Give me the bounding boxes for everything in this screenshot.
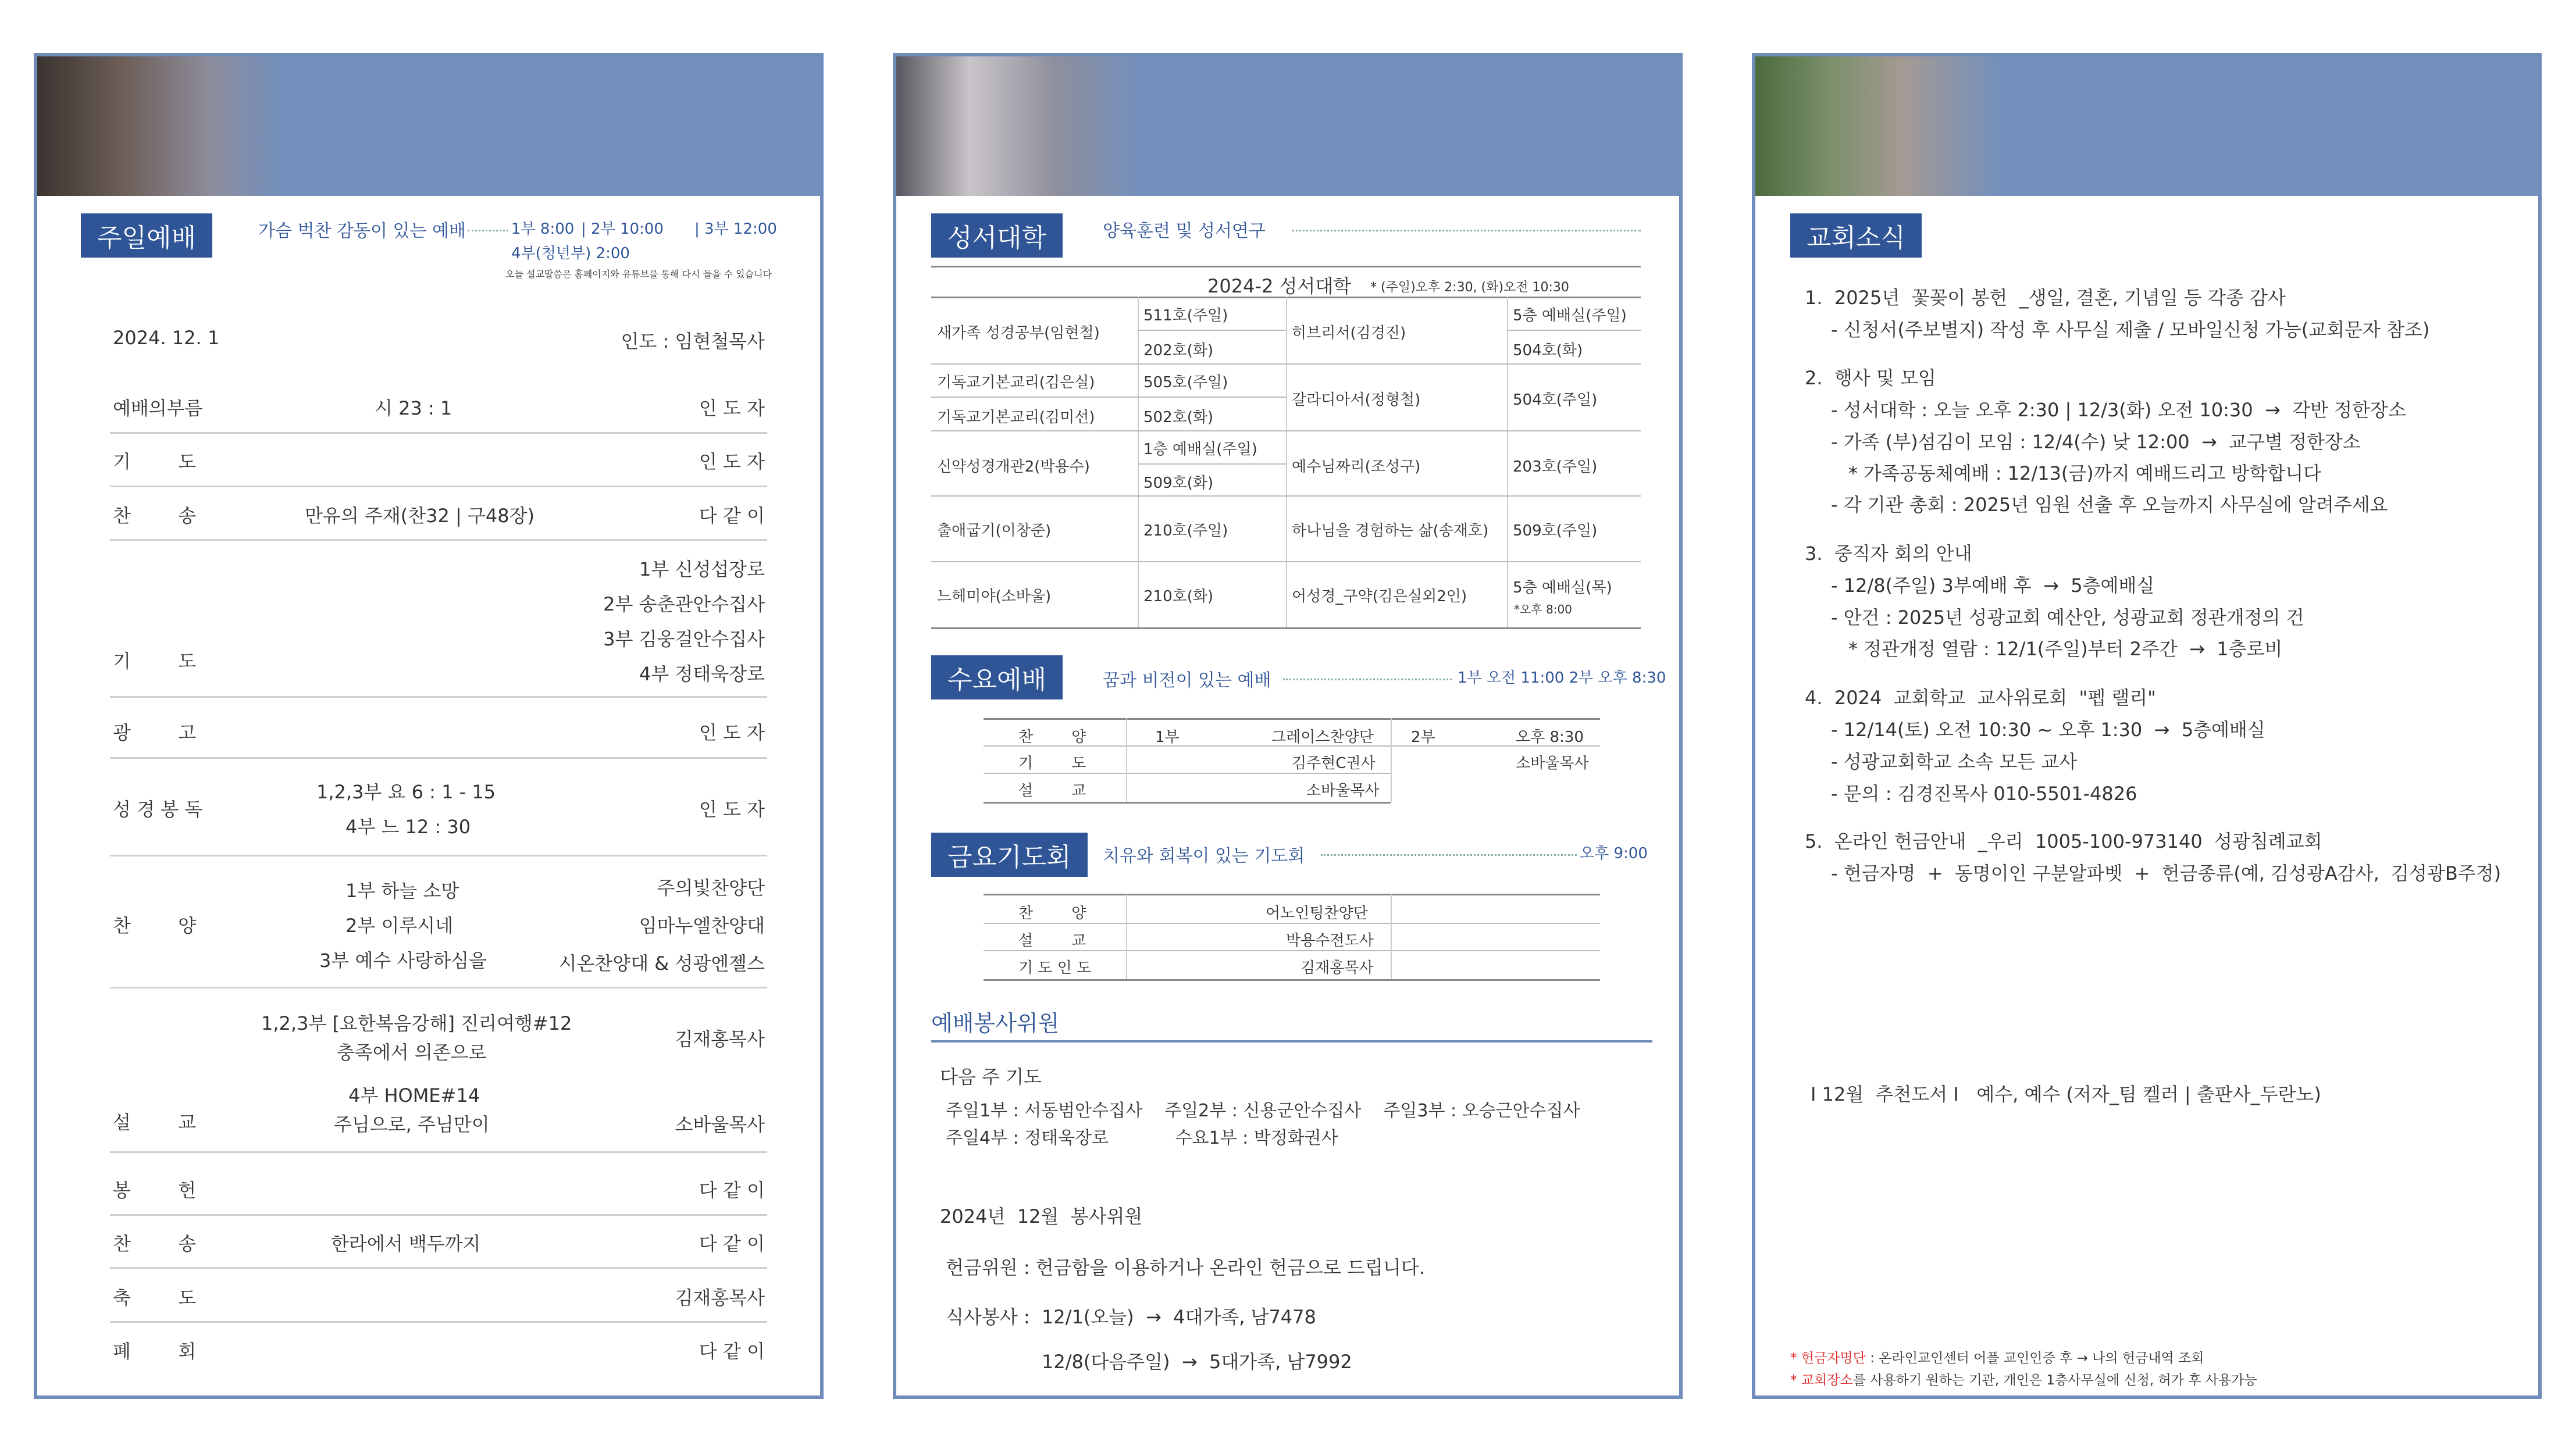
course-room: 1층 예배실(주일) [1143, 441, 1257, 458]
news-detail: - 헌금자명 + 동명이인 구분알파벳 + 헌금종류(예, 김성광A감사, 김성광B주정) [1831, 862, 2502, 884]
offering-committee: 헌금위원 : 헌금함을 이용하거나 온라인 헌금으로 드립니다. [946, 1257, 1425, 1279]
wed-evening-preacher: 소바울목사 [1516, 755, 1589, 772]
december-committee-title: 2024년 12월 봉사위원 [940, 1205, 1143, 1227]
prayer-person-1: 1부 신성섭장로 [639, 558, 765, 580]
course-room: 502호(화) [1143, 409, 1214, 426]
row-divider [110, 1214, 767, 1216]
course-name: 예수님짜리(조성구) [1292, 458, 1421, 476]
panel-church-news [1752, 53, 2542, 1399]
next-prayer-label: 다음 주 기도 [940, 1066, 1042, 1088]
course-table-note: * (주일)오후 2:30, (화)오전 10:30 [1370, 280, 1569, 295]
order-person: 다 같 이 [699, 505, 765, 527]
wednesday-subtitle: 꿈과 비전이 있는 예배 [1103, 670, 1271, 691]
fri-value: 김재홍목사 [1301, 959, 1374, 977]
footnote-venue-label: * 교회장소 [1790, 1373, 1853, 1388]
order-label: 성 경 봉 독 [113, 798, 203, 820]
dotted-leader [1283, 679, 1452, 680]
cell-divider [1138, 330, 1286, 331]
time-3: | 3부 12:00 [694, 220, 777, 238]
news-heading: 5. 온라인 헌금안내 _우리 1005-100-973140 성광침례교회 [1805, 830, 2322, 852]
footnote-offering-text: : 온라인교인센터 어플 교인인증 후 → 나의 헌금내역 조회 [1865, 1351, 2204, 1366]
course-name: 출애굽기(이창준) [937, 522, 1052, 540]
footnote-offering-label: * 헌금자명단 [1790, 1351, 1866, 1366]
course-room-note: *오후 8:00 [1514, 602, 1572, 616]
course-room: 505호(주일) [1143, 374, 1228, 391]
news-detail: - 성광교회학교 소속 모든 교사 [1831, 751, 2078, 773]
course-room: 210호(주일) [1143, 522, 1228, 540]
table-bottom-border [984, 802, 1391, 804]
news-detail: - 12/14(토) 오전 10:30 ~ 오후 1:30 → 5층예배실 [1831, 719, 2265, 741]
row-divider [110, 696, 767, 698]
news-heading: 1. 2025년 꽃꽂이 봉헌 _생일, 결혼, 기념일 등 각종 감사 [1805, 287, 2286, 309]
course-name: 기독교기본교리(김은실) [937, 374, 1095, 391]
course-room: 504호(화) [1513, 342, 1583, 359]
order-person: 인 도 자 [699, 798, 765, 820]
dotted-leader [1321, 854, 1577, 856]
friday-time: 오후 9:00 [1580, 845, 1648, 862]
row-divider [110, 757, 767, 759]
sermon-title-4: 주님으로, 주님만이 [334, 1113, 490, 1136]
wed-choir: 그레이스찬양단 [1271, 729, 1374, 746]
row-divider [984, 950, 1600, 951]
row-divider [110, 486, 767, 487]
course-room: 203호(주일) [1513, 458, 1598, 476]
preacher-1: 김재홍목사 [675, 1028, 765, 1050]
order-person: 다 같 이 [699, 1340, 765, 1362]
section-tag-wednesday: 수요예배 [931, 655, 1063, 699]
order-person: 인 도 자 [699, 451, 765, 473]
col-divider [1126, 718, 1127, 802]
course-room: 509호(화) [1143, 474, 1214, 492]
order-label: 기 도 [113, 451, 197, 473]
col-divider [1138, 297, 1139, 628]
bible-college-subtitle: 양육훈련 및 성서연구 [1103, 221, 1266, 241]
footnote-venue [1790, 1369, 2257, 1389]
news-detail: * 가족공동체예배 : 12/13(금)까지 예배드리고 방학합니다 [1848, 462, 2322, 484]
course-room: 202호(화) [1143, 342, 1214, 359]
col-divider [1286, 297, 1287, 628]
recommended-book: I 12월 추천도서 I 예수, 예수 (저자_팀 켈러 | 출판사_두란노) [1811, 1083, 2321, 1105]
order-label: 예배의부름 [113, 397, 203, 419]
course-room: 504호(주일) [1513, 391, 1598, 409]
service-leader: 인도 : 임현철목사 [621, 330, 765, 352]
row-divider [110, 1321, 767, 1323]
news-detail: - 각 기관 총회 : 2025년 임원 선출 후 오늘까지 사무실에 알려주세요 [1831, 494, 2388, 516]
course-room: 5층 예배실(주일) [1513, 307, 1627, 324]
course-name: 히브리서(김경진) [1292, 324, 1406, 342]
prayer-schedule-2: 주일4부 : 정태욱장로 수요1부 : 박정화권사 [946, 1128, 1338, 1148]
time-1: 1부 8:00 [511, 220, 575, 238]
section-tag-church-news: 교회소식 [1790, 213, 1922, 258]
cell-divider [1138, 463, 1286, 465]
news-detail: - 문의 : 김경진목사 010-5501-4826 [1831, 783, 2137, 805]
friday-subtitle: 치유와 회복이 있는 기도회 [1103, 846, 1305, 866]
praise-song-3: 3부 예수 사랑하심을 [319, 950, 487, 972]
news-detail: - 12/8(주일) 3부예배 후 → 5층예배실 [1831, 574, 2155, 597]
course-name: 갈라디아서(정형철) [1292, 391, 1421, 409]
row-divider [984, 773, 1391, 774]
row-divider [931, 363, 1641, 365]
news-detail: - 가족 (부)섬김이 모임 : 12/4(수) 낮 12:00 → 교구별 정한장소 [1831, 431, 2361, 453]
order-label: 찬 송 [113, 505, 197, 527]
row-divider [984, 923, 1600, 924]
order-person: 다 같 이 [699, 1179, 765, 1201]
news-heading: 4. 2024 교회학교 교사위로회 "펩 랠리" [1805, 687, 2156, 709]
fri-label: 찬 양 [1018, 905, 1086, 922]
row-divider [984, 745, 1600, 747]
course-room: 511호(주일) [1143, 307, 1228, 324]
col-divider [1391, 718, 1392, 802]
choir-1: 주의빛찬양단 [657, 877, 765, 899]
praise-photo [896, 56, 1141, 196]
wed-evening-time: 오후 8:30 [1516, 729, 1584, 746]
course-room: 509호(주일) [1513, 522, 1598, 540]
course-room: 5층 예배실(목) [1513, 579, 1612, 597]
news-heading: 3. 중직자 회의 안내 [1805, 542, 1972, 565]
section-tag-bible-college: 성서대학 [931, 213, 1063, 258]
order-label: 찬 양 [113, 915, 197, 937]
footnote-offering [1790, 1347, 2204, 1366]
order-label: 광 고 [113, 722, 197, 744]
news-detail: - 성서대학 : 오늘 오후 2:30 | 12/3(화) 오전 10:30 → 각반 정한장소 [1831, 399, 2406, 421]
meal-service-1: 식사봉사 : 12/1(오늘) → 4대가족, 남7478 [946, 1306, 1316, 1328]
order-content: 시 23 : 1 [375, 397, 453, 419]
table-bottom-border [931, 627, 1641, 629]
col-divider [1391, 894, 1392, 979]
news-detail: * 정관개정 열람 : 12/1(주일)부터 2주간 → 1층로비 [1848, 638, 2283, 660]
col-divider [1126, 894, 1127, 979]
row-divider [931, 430, 1641, 431]
row-divider [110, 539, 767, 541]
choir-2: 임마누엘찬양대 [639, 915, 765, 937]
dotted-leader [1292, 230, 1641, 231]
order-content: 한라에서 백두까지 [331, 1233, 481, 1255]
prayer-person-2: 2부 송춘관안수집사 [603, 593, 765, 615]
fri-value: 박용수전도사 [1286, 932, 1374, 950]
fri-label: 기 도 인 도 [1018, 959, 1092, 977]
worship-photo [37, 56, 282, 196]
order-label: 기 도 [113, 650, 197, 672]
table-bottom-border [984, 979, 1600, 981]
time-4: 4부(청년부) 2:00 [511, 245, 630, 262]
fri-value: 어노인팅찬양단 [1266, 905, 1368, 922]
service-date: 2024. 12. 1 [113, 327, 220, 349]
course-name: 신약성경개관2(박용수) [937, 458, 1090, 476]
cell-divider [931, 397, 1286, 398]
church-building-photo [1755, 56, 2000, 196]
wed-prayer: 김주현C권사 [1292, 755, 1376, 772]
sermon-title-3: 4부 HOME#14 [348, 1084, 480, 1107]
wed-part: 2부 [1411, 729, 1435, 746]
row-divider [110, 1267, 767, 1269]
order-person: 김재홍목사 [675, 1287, 765, 1309]
table-top-border [931, 266, 1641, 267]
sermon-note: 오늘 설교말씀은 홈페이지와 유튜브를 통해 다시 들을 수 있습니다 [505, 269, 772, 280]
section-tag-sunday: 주일예배 [81, 213, 212, 258]
news-heading: 2. 행사 및 모임 [1805, 367, 1936, 389]
row-divider [931, 495, 1641, 497]
scripture-1: 1,2,3부 요 6 : 1 - 15 [316, 781, 496, 803]
course-room: 210호(화) [1143, 588, 1214, 605]
panel-sunday-worship [34, 53, 824, 1399]
footnote-venue-text: 를 사용하기 원하는 기관, 개인은 1층사무실에 신청, 허가 후 사용가능 [1852, 1373, 2257, 1388]
praise-song-2: 2부 이루시네 [345, 915, 454, 937]
order-content: 만유의 주재(찬32 | 구48장) [305, 505, 535, 527]
order-label: 폐 회 [113, 1340, 197, 1362]
row-divider [110, 855, 767, 856]
row-divider [110, 432, 767, 434]
course-name: 하나님을 경험하는 삶(송재호) [1292, 522, 1489, 540]
wed-label: 설 교 [1018, 782, 1086, 799]
wed-part: 1부 [1155, 729, 1180, 746]
table-top-border [984, 894, 1600, 895]
time-2: | 2부 10:00 [581, 220, 664, 238]
sermon-title-2: 충족에서 의존으로 [337, 1041, 487, 1063]
prayer-person-4: 4부 정태욱장로 [639, 663, 765, 685]
course-name: 새가족 성경공부(임현철) [937, 324, 1100, 342]
news-detail: - 안건 : 2025년 성광교회 예산안, 성광교회 정관개정의 건 [1831, 606, 2304, 629]
section-tag-friday: 금요기도회 [931, 833, 1088, 877]
prayer-schedule-1: 주일1부 : 서동범안수집사 주일2부 : 신용군안수집사 주일3부 : 오승근안수집사 [946, 1101, 1580, 1121]
prayer-person-3: 3부 김웅걸안수집사 [603, 628, 765, 650]
scripture-2: 4부 느 12 : 30 [345, 816, 471, 838]
course-name: 느헤미야(소바울) [937, 588, 1052, 605]
dotted-leader [468, 230, 508, 231]
meal-service-2: 12/8(다음주일) → 5대가족, 남7992 [1042, 1351, 1352, 1373]
table-top-border [984, 718, 1600, 720]
fri-label: 설 교 [1018, 932, 1086, 950]
wednesday-time: 1부 오전 11:00 2부 오후 8:30 [1458, 669, 1666, 687]
wed-preacher: 소바울목사 [1306, 782, 1380, 799]
order-person: 인 도 자 [699, 722, 765, 744]
col-divider [1507, 297, 1508, 628]
row-divider [110, 987, 767, 988]
sunday-subtitle: 가슴 벅찬 감동이 있는 예배 [258, 221, 466, 241]
praise-song-1: 1부 하늘 소망 [345, 880, 459, 902]
order-person: 인 도 자 [699, 397, 765, 419]
row-divider [931, 561, 1641, 562]
cell-divider [1507, 330, 1641, 331]
order-label: 축 도 [113, 1287, 197, 1309]
news-detail: - 신청서(주보별지) 작성 후 사무실 제출 / 모바일신청 가능(교회문자 참조) [1831, 319, 2430, 341]
row-divider [110, 1151, 767, 1153]
preacher-2: 소바울목사 [675, 1113, 765, 1136]
order-label: 찬 송 [113, 1233, 197, 1255]
service-committee-rule [931, 1040, 1652, 1043]
course-name: 어성경_구약(김은실외2인) [1292, 588, 1467, 605]
wed-label: 기 도 [1018, 755, 1086, 772]
course-table-title: 2024-2 성서대학 [1207, 275, 1352, 297]
service-committee-title: 예배봉사위원 [931, 1011, 1060, 1036]
wed-label: 찬 양 [1018, 729, 1086, 746]
order-person: 다 같 이 [699, 1233, 765, 1255]
sermon-title-1: 1,2,3부 [요한복음강해] 진리여행#12 [261, 1012, 572, 1034]
panel-bible-college [893, 53, 1683, 1399]
choir-3: 시온찬양대 & 성광엔젤스 [558, 952, 765, 975]
course-name: 기독교기본교리(김미선) [937, 409, 1095, 426]
order-label: 봉 헌 [113, 1179, 197, 1201]
order-label: 설 교 [113, 1111, 197, 1133]
